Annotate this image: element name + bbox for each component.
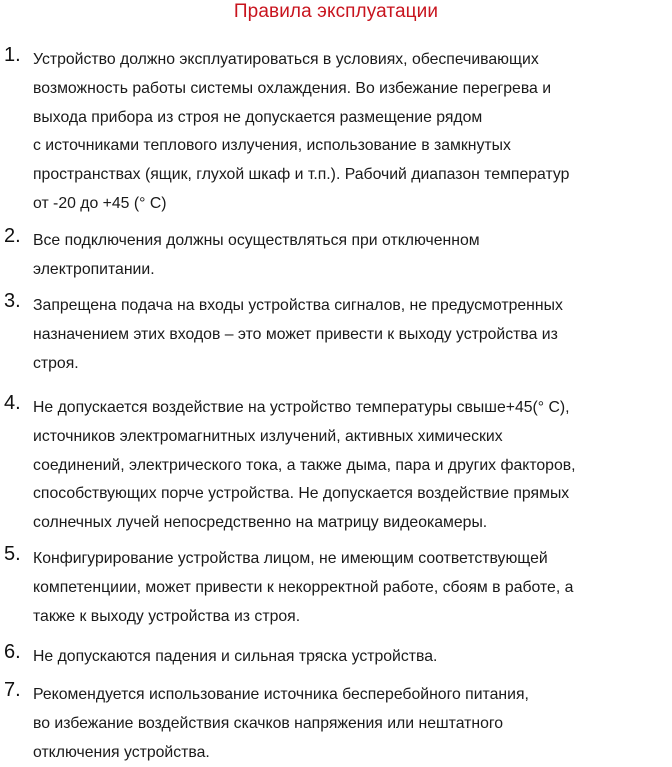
rule-text: Устройство должно эксплуатироваться в условиях, обеспечивающих возможность работы системы охлаждения. Во избежание перегрева и выхода прибора из строя не допускается размещение рядом с источниками теплового излучения, использование в замкнутых пространствах (ящик, глухой шкаф и т.п.). Рабочий диапазон температур от -20 до +45 (° С) [33,51,570,212]
rule-text: Запрещена подача на входы устройства сигналов, не предусмотренных назначением этих входов – это может привести к выходу устройства из строя. [33,297,563,372]
rule-text: Не допускаются падения и сильная тряска устройства. [33,648,438,665]
rule-number: 1. [4,44,21,66]
rule-text: Рекомендуется использование источника бесперебойного питания, во избежание воздействия скачков напряжения или нештатного отключения устройства. [33,686,529,761]
rule-number: 4. [4,392,21,414]
page-title: Правила эксплуатации [233,1,439,22]
rule-number: 6. [4,641,21,663]
rule-number: 7. [4,679,21,701]
rule-number: 5. [4,543,21,565]
rule-text: Конфигурирование устройства лицом, не имеющим соответствующей компетенциии, может привести к некорректной работе, сбоям в работе, а также к выходу устройства из строя. [33,550,574,625]
rule-text: Все подключения должны осуществляться при отключенном электропитании. [33,232,480,278]
rule-number: 2. [4,225,21,247]
rule-text: Не допускается воздействие на устройство температуры свыше+45(° С), источников электромагнитных излучений, активных химических соединений, электрического тока, а также дыма, пара и других факторов, способствующих порче устройства. Не допускается воздействие прямых солнечных лучей непосредственно на матрицу видеокамеры. [33,399,576,532]
rule-number: 3. [4,290,21,312]
